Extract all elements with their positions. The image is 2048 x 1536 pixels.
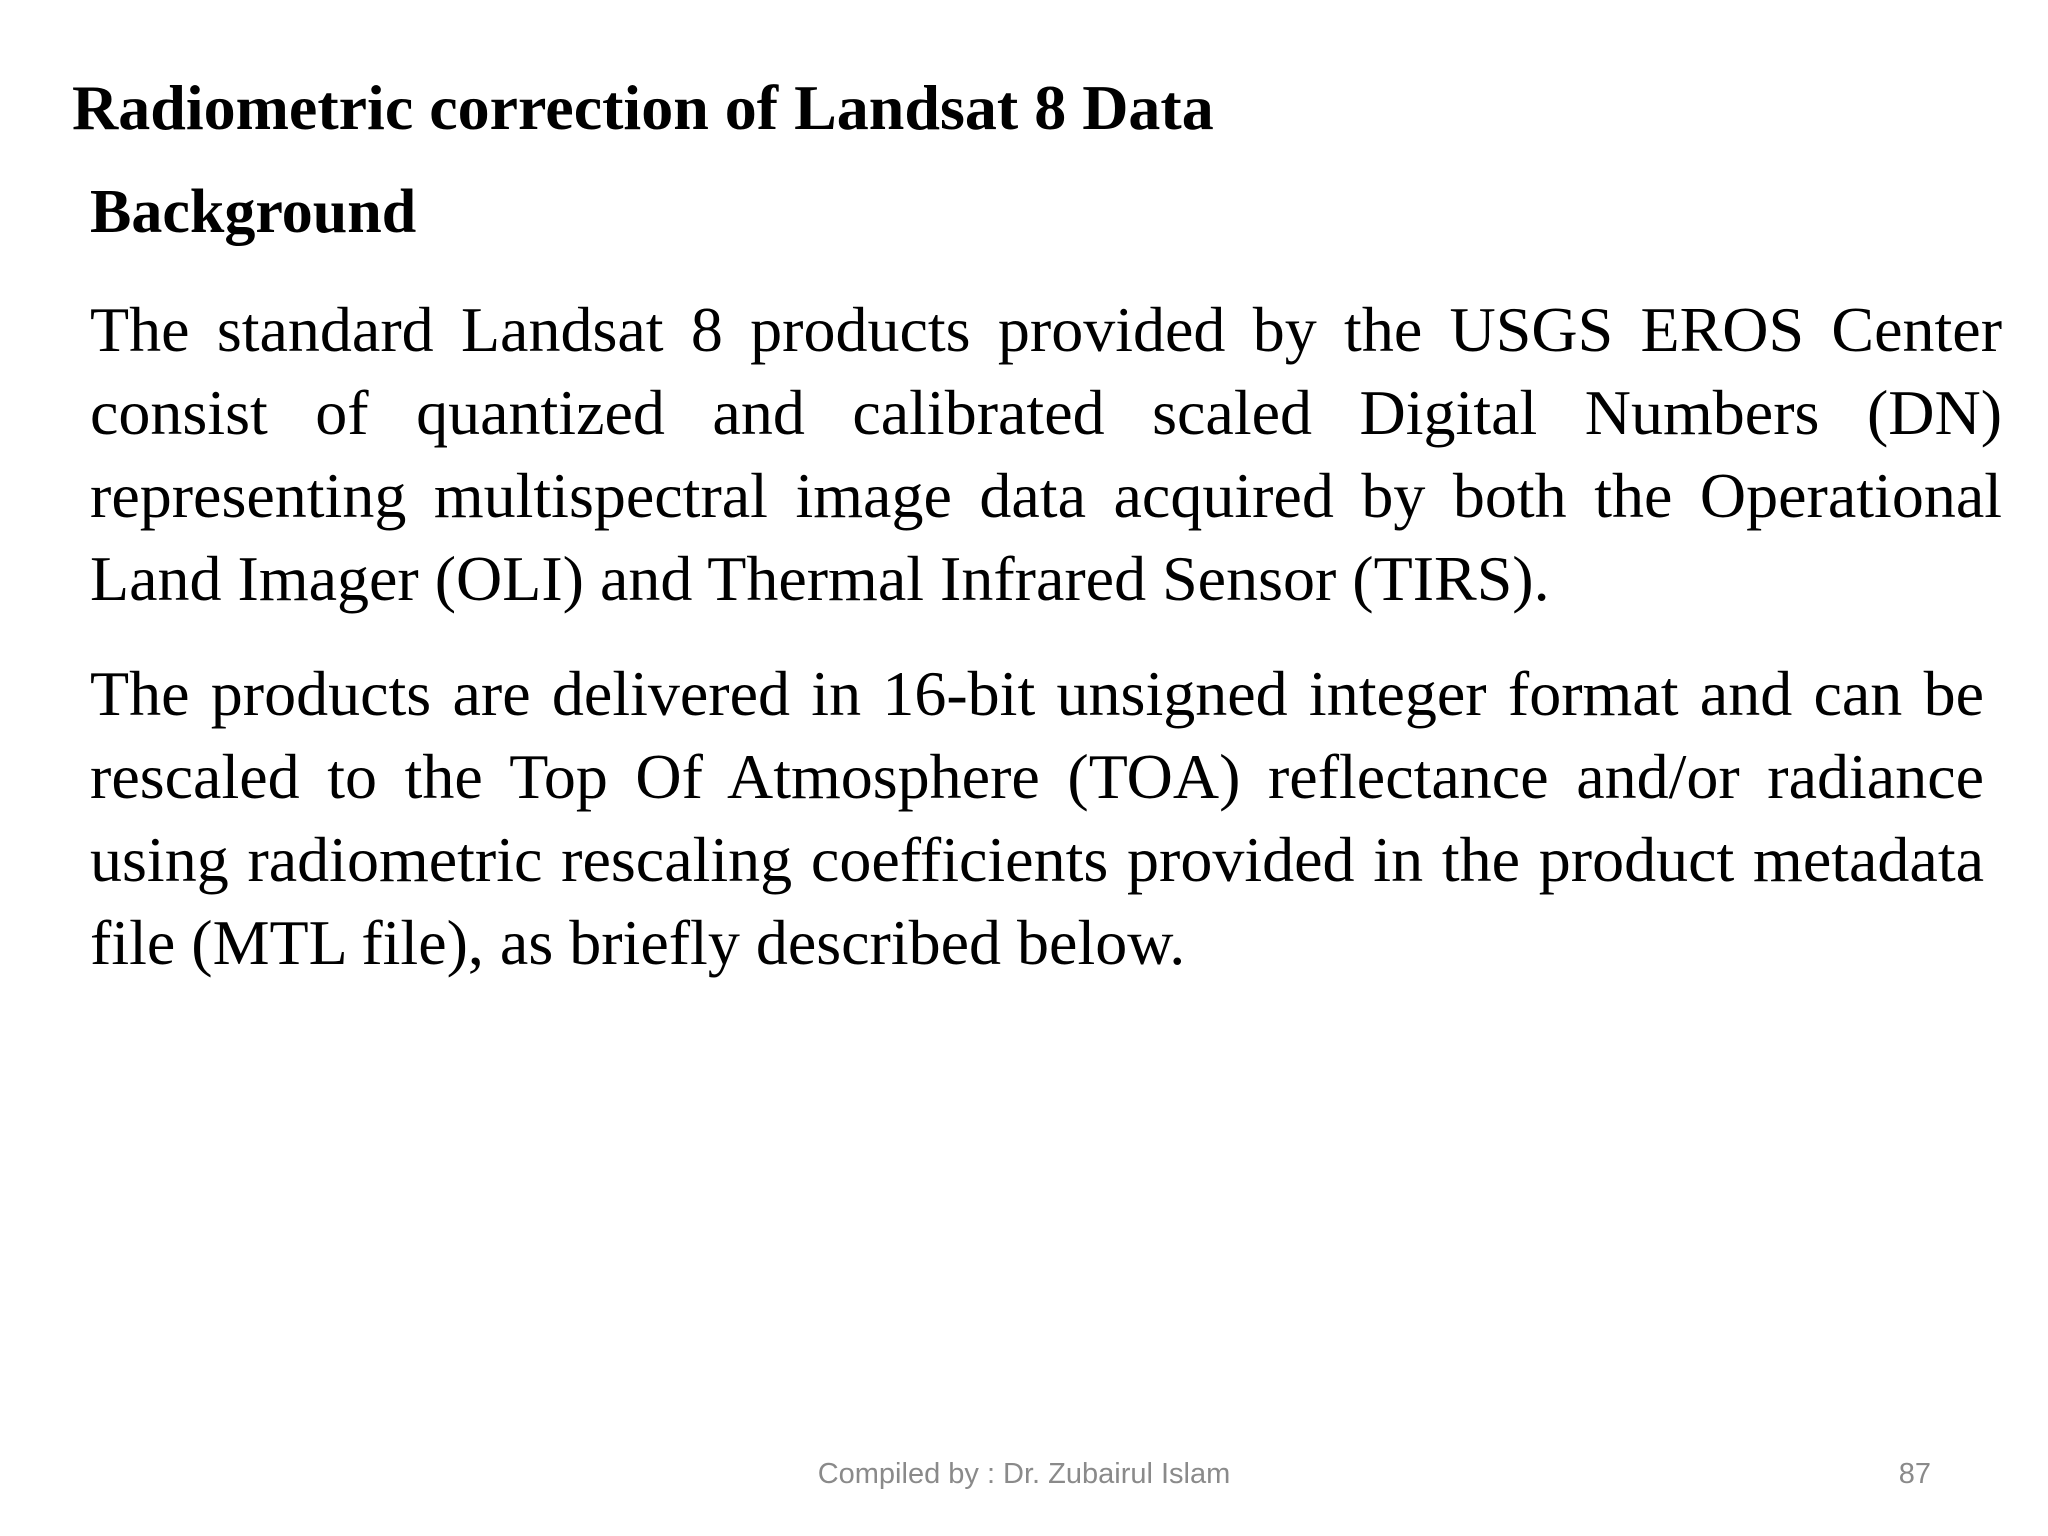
body-paragraph-2: The products are delivered in 16-bit unsigned integer format and can be rescaled to the Top Of Atmosphere (TOA) reflectance and/or radiance using radiometric rescaling coefficients provided in the product metadata file (MTL file), as briefly described below. <box>90 658 1984 978</box>
slide-title: Radiometric correction of Landsat 8 Data <box>72 72 1214 143</box>
footer-credit: Compiled by : Dr. Zubairul Islam <box>817 1458 1231 1490</box>
section-heading-background: Background <box>90 178 417 246</box>
body-paragraph-1: The standard Landsat 8 products provided by the USGS EROS Center consist of quantized and calibrated scaled Digital Numbers (DN) representing multispectral image data acquired by both the Operational Land Imager (OLI) and Thermal Infrared Sensor (TIRS). <box>90 294 2002 614</box>
page-number: 87 <box>1898 1458 1931 1490</box>
